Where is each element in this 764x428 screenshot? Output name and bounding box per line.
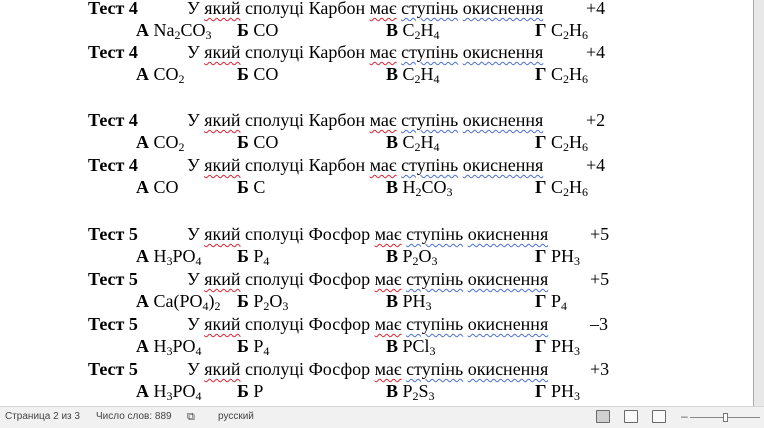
test-label: Тест 5 (88, 314, 138, 334)
question-text: У який сполуці Карбон має ступінь окиснення (187, 0, 544, 18)
zoom-slider-knob[interactable] (723, 413, 728, 422)
print-layout-icon[interactable] (596, 410, 610, 423)
question-text: У який сполуці Фосфор має ступінь окиснення (187, 224, 549, 244)
oxidation-value: +5 (590, 224, 610, 244)
answer-option-Г: Г $C_2H_6$ (535, 64, 588, 86)
answer-option-Г: Г $PH_3$ (535, 246, 580, 268)
question-text: У який сполуці Фосфор має ступінь окиснення (187, 359, 549, 379)
answer-option-В: В $H_2CO_3$ (386, 177, 453, 199)
answer-option-А: А $CO_2$ (136, 132, 185, 154)
answer-option-Г: Г $P_4$ (535, 291, 567, 313)
page-gap (754, 0, 764, 406)
answer-option-В: В $P_2S_3$ (386, 381, 435, 403)
language-indicator[interactable]: русский (218, 411, 254, 422)
answer-options-line[interactable] (0, 64, 764, 86)
answer-option-Г: Г $PH_3$ (535, 381, 580, 403)
answer-options-line[interactable] (0, 381, 764, 403)
answer-option-А: А $Ca(PO_4)_2$ (136, 291, 221, 313)
test-label: Тест 4 (88, 155, 138, 175)
answer-options-line[interactable] (0, 291, 764, 313)
status-bar (0, 406, 764, 428)
answer-option-В: В PCl$_3$ (386, 336, 436, 358)
answer-options-line[interactable] (0, 177, 764, 199)
question-text: У який сполуці Карбон має ступінь окиснення (187, 155, 544, 175)
test-label: Тест 4 (88, 0, 138, 18)
question-line[interactable] (0, 359, 764, 381)
test-label: Тест 5 (88, 224, 138, 244)
answer-option-А: А $H_3PO_4$ (136, 246, 202, 268)
answer-options-line[interactable] (0, 132, 764, 154)
answer-option-В: В $P_2O_3$ (386, 246, 438, 268)
answer-option-А: А CO (136, 177, 179, 197)
question-line[interactable] (0, 110, 764, 132)
answer-option-Б: Б P (237, 381, 264, 401)
read-mode-icon[interactable] (652, 410, 666, 423)
question-line[interactable] (0, 42, 764, 64)
test-label: Тест 4 (88, 110, 138, 130)
page-count[interactable]: Страница 2 из 3 (5, 411, 80, 422)
oxidation-value: +4 (586, 155, 606, 175)
question-text: У який сполуці Карбон має ступінь окиснення (187, 110, 544, 130)
question-line[interactable] (0, 155, 764, 177)
question-line[interactable] (0, 0, 764, 20)
question-line[interactable] (0, 224, 764, 246)
answer-option-А: А $H_3PO_4$ (136, 381, 202, 403)
test-label: Тест 5 (88, 359, 138, 379)
oxidation-value: +2 (586, 110, 606, 130)
oxidation-value: +3 (590, 359, 610, 379)
oxidation-value: +5 (590, 269, 610, 289)
question-text: У який сполуці Карбон має ступінь окиснення (187, 42, 544, 62)
answer-option-А: А $CO_2$ (136, 64, 185, 86)
answer-option-Б: Б CO (237, 20, 279, 40)
answer-option-В: В $C_2H_4$ (386, 20, 440, 42)
answer-option-Б: Б CO (237, 64, 279, 84)
zoom-out-icon[interactable]: – (681, 409, 688, 423)
test-label: Тест 5 (88, 269, 138, 289)
answer-option-Б: Б CO (237, 132, 279, 152)
answer-options-line[interactable] (0, 336, 764, 358)
web-layout-icon[interactable] (624, 410, 638, 423)
oxidation-value: –3 (590, 314, 608, 334)
word-count[interactable]: Число слов: 889 (96, 411, 172, 422)
answer-option-Г: Г $C_2H_6$ (535, 132, 588, 154)
question-line[interactable] (0, 314, 764, 336)
answer-option-Г: Г $C_2H_6$ (535, 177, 588, 199)
answer-options-line[interactable] (0, 246, 764, 268)
answer-options-line[interactable] (0, 20, 764, 42)
answer-option-А: А $H_3PO_4$ (136, 336, 202, 358)
answer-option-Г: Г $PH_3$ (535, 336, 580, 358)
oxidation-value: +4 (586, 42, 606, 62)
test-label: Тест 4 (88, 42, 138, 62)
question-text: У який сполуці Фосфор має ступінь окиснення (187, 269, 549, 289)
answer-option-Б: Б $P_2O_3$ (237, 291, 289, 313)
answer-option-В: В $C_2H_4$ (386, 64, 440, 86)
answer-option-В: В $C_2H_4$ (386, 132, 440, 154)
proofing-icon[interactable]: ⧉ (187, 411, 195, 423)
answer-option-Б: Б $P_4$ (237, 246, 270, 268)
answer-option-Г: Г $C_2H_6$ (535, 20, 588, 42)
question-text: У який сполуці Фосфор має ступінь окиснення (187, 314, 549, 334)
answer-option-Б: Б $P_4$ (237, 336, 270, 358)
question-line[interactable] (0, 269, 764, 291)
answer-option-А: А $Na_2CO_3$ (136, 20, 212, 42)
answer-option-Б: Б C (237, 177, 266, 197)
answer-option-В: В $PH_3$ (386, 291, 432, 313)
oxidation-value: +4 (586, 0, 606, 18)
